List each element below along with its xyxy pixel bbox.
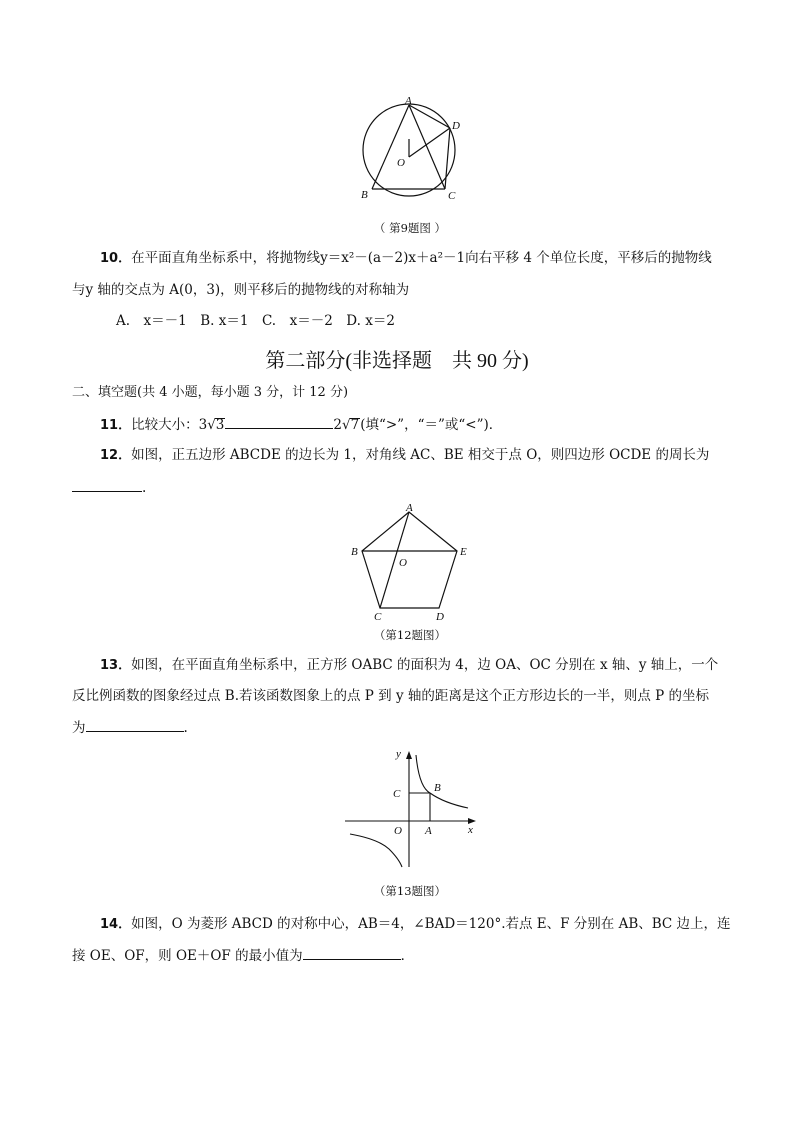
figure-12-diagram (343, 502, 475, 624)
label-o: O (399, 557, 407, 569)
label-e: E (460, 546, 467, 558)
question-10-line-1 (100, 248, 712, 269)
question-13-end: . (183, 720, 188, 736)
pentagon-abcde (362, 512, 457, 608)
question-10-number: 10． (100, 251, 132, 266)
radicand-1: 3 (215, 417, 225, 433)
label-a: A (406, 502, 413, 514)
question-13-number: 13． (100, 658, 132, 673)
answer-blank-13[interactable] (86, 717, 184, 732)
question-12-number: 12． (100, 448, 132, 463)
section-2-subtitle: 二、填空题(共 4 小题，每小题 3 分，计 12 分) (72, 385, 349, 400)
question-10-line-2: 与y 轴的交点为 A(0，3)，则平移后的抛物线的对称轴为 (72, 282, 410, 298)
question-14-number: 14． (100, 917, 132, 932)
question-12-line-2 (72, 477, 146, 498)
question-13-line-3 (72, 717, 188, 738)
question-13-line-1 (100, 655, 718, 676)
question-10-text-1: 在平面直角坐标系中，将抛物线y＝x²－(a－2)x＋a²－1向右平移 4 个单位长度，平移后的抛物线 (131, 250, 712, 266)
label-a: A (425, 825, 432, 837)
label-y: y (396, 748, 401, 760)
question-11-number: 11． (100, 418, 132, 433)
label-b: B (361, 189, 368, 201)
label-d: D (452, 120, 460, 132)
sqrt-sign-1: √ (207, 417, 216, 433)
question-14-end: ． (400, 948, 415, 964)
question-12-line-1 (100, 445, 709, 466)
question-11-mid: 2 (333, 417, 342, 433)
figure-9-diagram (355, 95, 470, 210)
question-12-text-1: 如图，正五边形 ABCDE 的边长为 1，对角线 AC、BE 相交于点 O，则四边形 OCDE 的周长为 (131, 447, 710, 463)
question-13-text-1: 如图，在平面直角坐标系中，正方形 OABC 的面积为 4，边 OA、OC 分别在 x 轴、y 轴上，一个 (131, 657, 719, 673)
sqrt-sign-2: √ (341, 417, 351, 433)
hyperbola-branch-1 (416, 755, 468, 808)
figure-13-diagram (340, 745, 480, 870)
label-a: A (405, 95, 412, 107)
label-d: D (436, 611, 444, 623)
label-o: O (397, 157, 405, 169)
label-b: B (434, 782, 441, 794)
answer-blank-11[interactable] (225, 414, 333, 429)
label-c: C (374, 611, 382, 623)
figure-13-caption: （第13题图） (373, 884, 447, 898)
segment-dc (445, 128, 450, 189)
question-11-prefix: 比较大小：3 (131, 417, 208, 433)
question-14-line-2 (72, 945, 414, 966)
label-o: O (394, 825, 402, 837)
y-axis-arrow (406, 751, 412, 759)
answer-blank-14[interactable] (303, 945, 401, 960)
label-x: x (468, 824, 473, 836)
label-c: C (448, 190, 456, 202)
radicand-2: 7 (350, 417, 360, 433)
segment-ab (372, 105, 409, 189)
label-c: C (393, 788, 401, 800)
figure-9-caption: （ 第9题图 ） (373, 221, 447, 235)
label-b: B (351, 546, 358, 558)
question-12-end: . (142, 480, 147, 496)
answer-blank-12[interactable] (72, 477, 142, 492)
segment-ac (409, 105, 445, 189)
question-10-options: A. x＝－1 B. x＝1 C. x＝－2 D. x＝2 (116, 313, 395, 329)
figure-12-caption: （第12题图） (373, 628, 447, 642)
question-14-line-1 (100, 914, 731, 935)
question-14-text-1: 如图，O 为菱形 ABCD 的对称中心，AB＝4，∠BAD＝120°.若点 E、F 分别在 AB、BC 边上，连 (131, 916, 731, 932)
question-13-line-2: 反比例函数的图象经过点 B.若该函数图象上的点 P 到 y 轴的距离是这个正方形边长的一半，则点 P 的坐标 (72, 688, 710, 704)
question-13-prefix: 为 (72, 720, 86, 736)
section-2-title: 第二部分(非选择题 共 90 分) (265, 350, 529, 372)
question-14-prefix: 接 OE、OF，则 OE＋OF 的最小值为 (72, 948, 303, 964)
hyperbola-branch-2 (350, 834, 402, 867)
question-11-line (100, 414, 502, 436)
question-11-suffix: (填“>”，“＝”或“<”)． (360, 417, 503, 433)
